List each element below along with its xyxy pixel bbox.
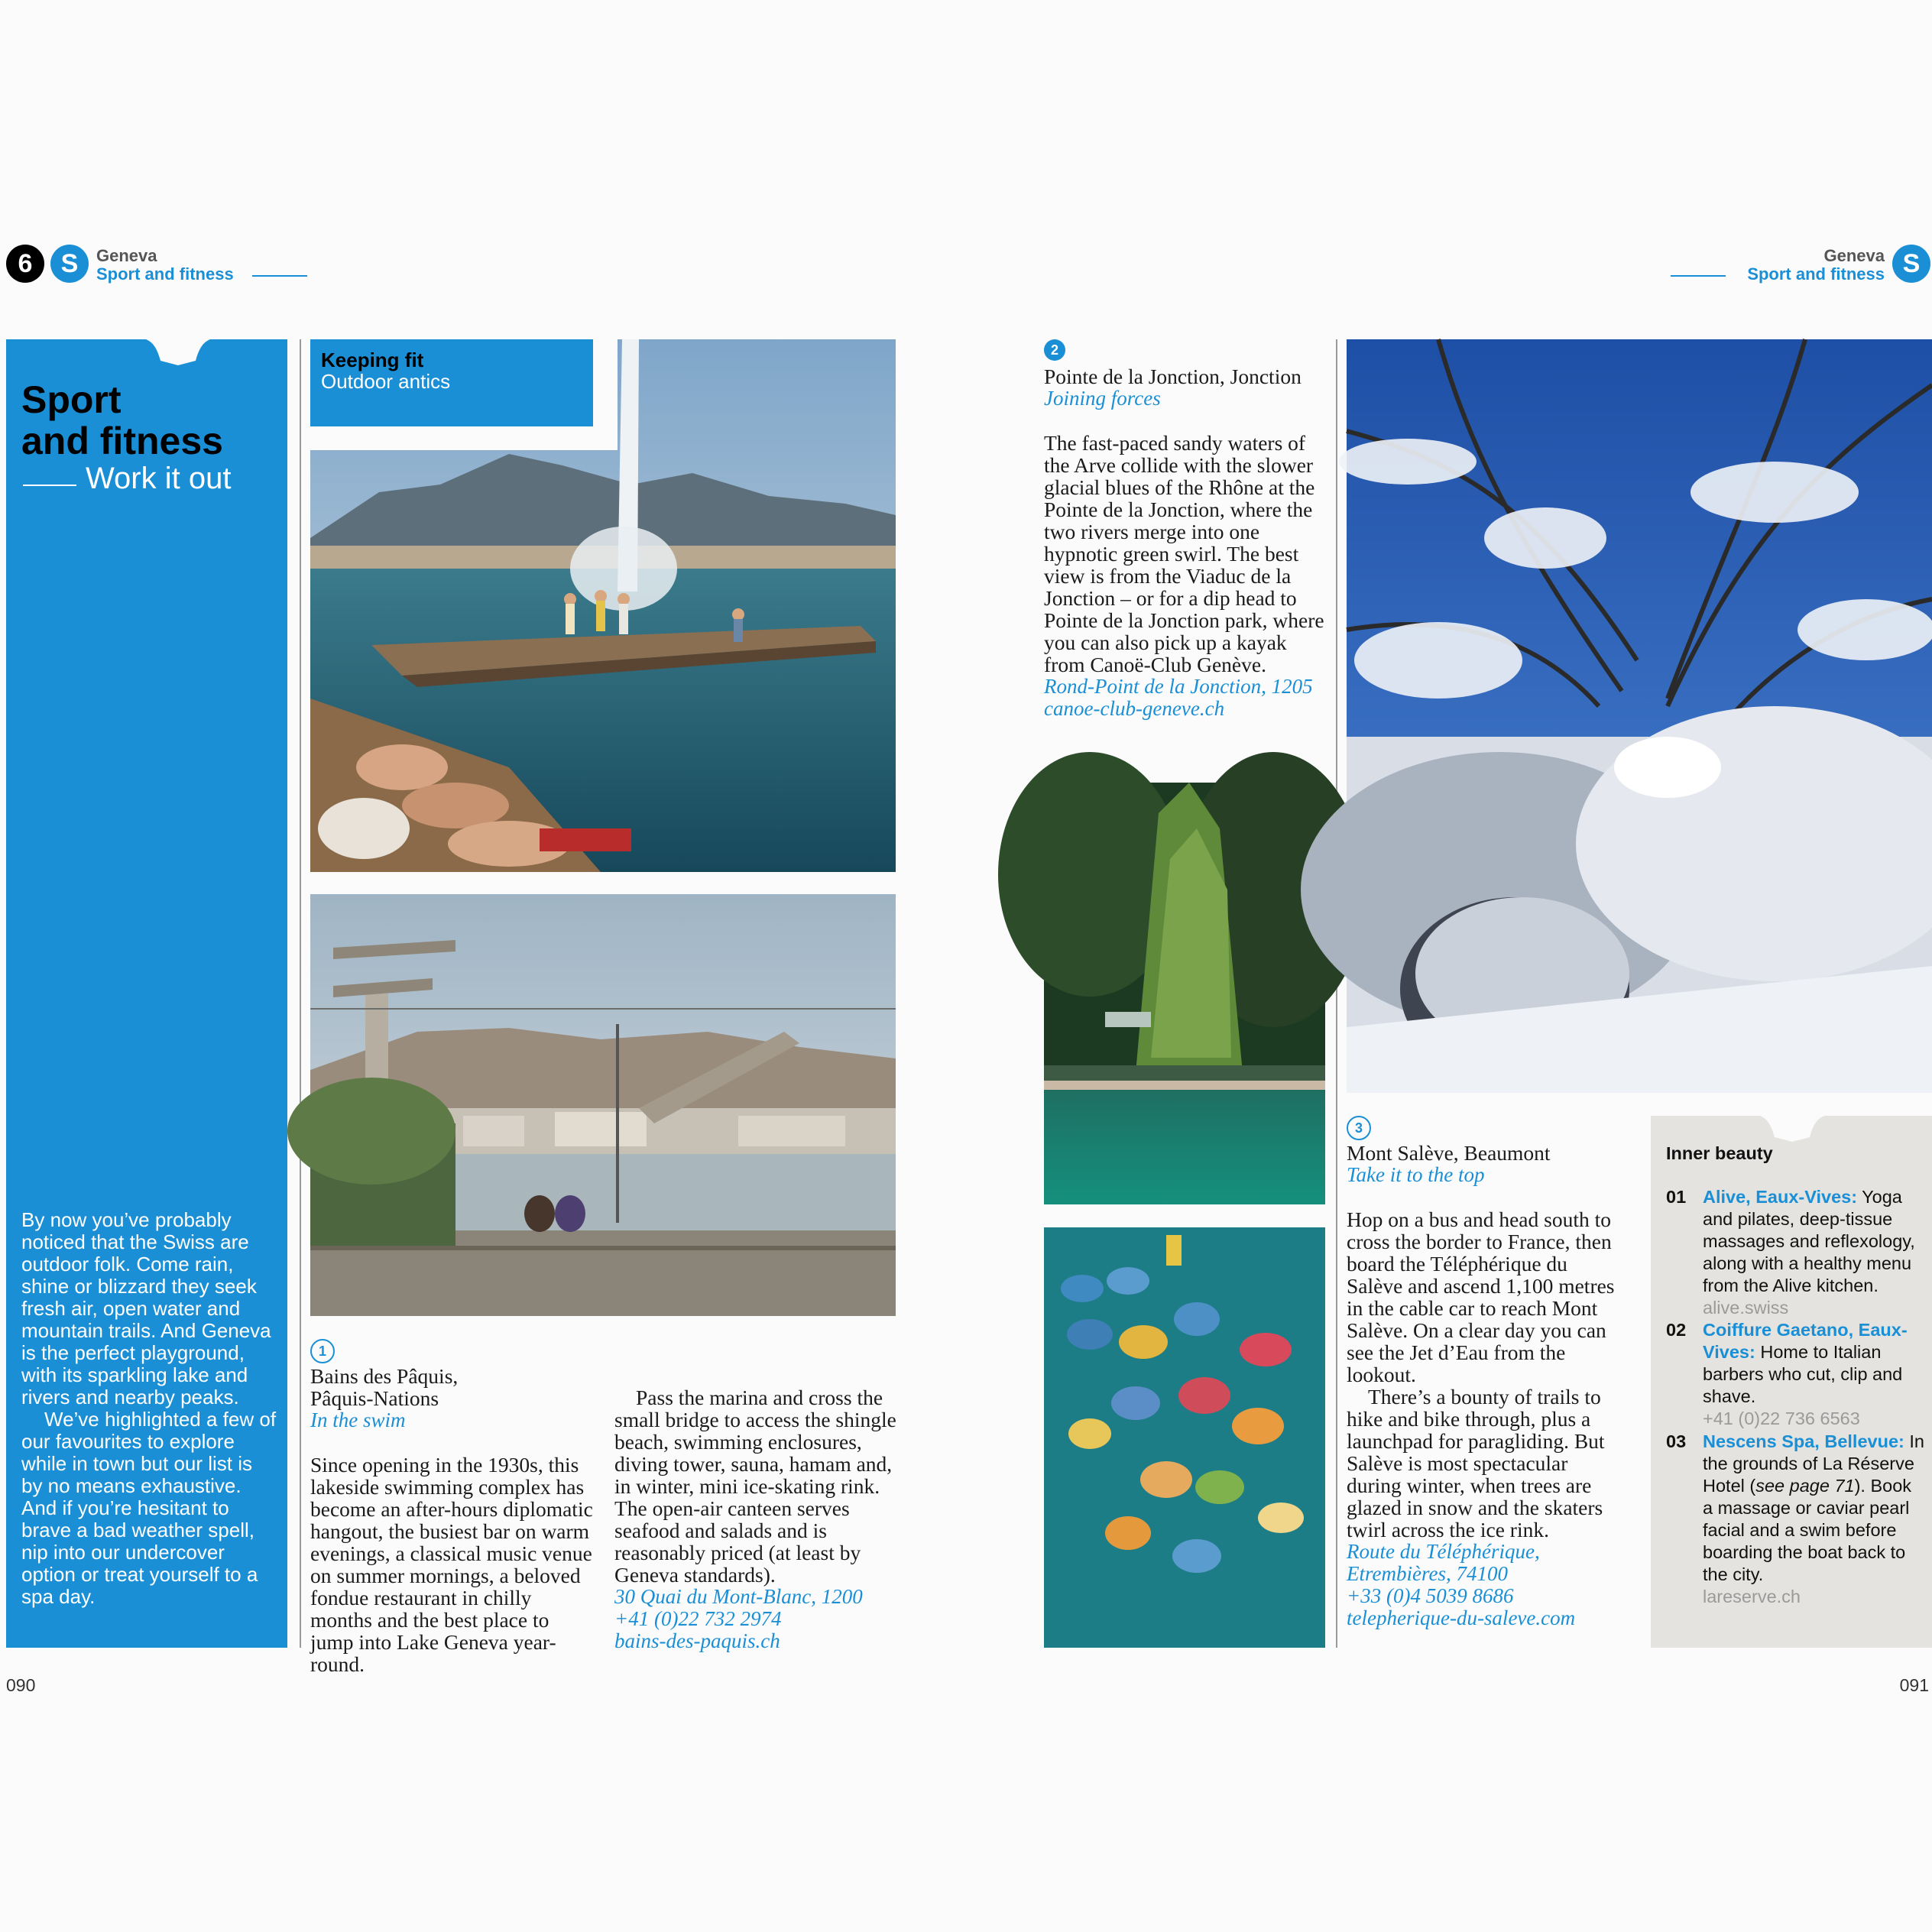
panel-notch xyxy=(136,338,220,365)
entry-1-body-p2: Pass the marina and cross the small bridge to access the shingle beach, swimming enclosures, diving tower, sauna, hamam and, in winter, mini ice-skating rink. The open-air canteen serves seafood and salads and is reasonably priced (at least by Geneva standards). xyxy=(614,1386,896,1587)
entry-1-number xyxy=(310,1339,335,1363)
inner-item-3-desc-b: ). Book a massage or caviar pearl facial and a swim before boarding the boat back to the city. xyxy=(1703,1476,1912,1584)
inner-item-3-page-ref[interactable]: see page 71 xyxy=(1755,1476,1855,1496)
entry-1-phone: +41 (0)22 732 2974 xyxy=(614,1607,782,1630)
inner-item-2-name: Coiffure Gaetano, Eaux-Vives: xyxy=(1703,1320,1908,1362)
entry-3-web[interactable]: telepherique-du-saleve.com xyxy=(1347,1606,1576,1629)
column-divider-2 xyxy=(1336,339,1337,1648)
entry-2-title: Pointe de la Jonction, Jonction xyxy=(1044,365,1302,388)
aerial-floats-photo xyxy=(1044,1227,1325,1648)
entry-3-subtitle: Take it to the top xyxy=(1347,1163,1485,1186)
entry-2-block xyxy=(1044,432,1325,720)
jonction-river-photo xyxy=(1044,783,1325,1204)
inner-item-1-web[interactable]: alive.swiss xyxy=(1703,1298,1789,1318)
intro-body xyxy=(21,1209,278,1608)
inner-item-2-phone: +41 (0)22 736 6563 xyxy=(1703,1408,1860,1428)
entry-1-subtitle: In the swim xyxy=(310,1408,406,1431)
inner-item-1-name: Alive, Eaux-Vives: xyxy=(1703,1187,1858,1207)
entry-1-address: 30 Quai du Mont-Blanc, 1200 xyxy=(614,1585,863,1608)
page-number-right: 091 xyxy=(1899,1675,1929,1695)
entry-3-body-p2: There’s a bounty of trails to hike and bike through, plus a launchpad for paragliding. But Salève is most spectacular during winter, when trees are glazed in snow and the skaters twirl across the ice rink. xyxy=(1347,1385,1605,1541)
inner-item-1-desc: Yoga and pilates, deep-tissue massages and reflexology, along with a healthy menu from the Alive kitchen. xyxy=(1703,1187,1915,1295)
inner-item-3 xyxy=(1666,1431,1926,1608)
header-left-city: Geneva xyxy=(96,246,157,265)
entry-2-address: Rond-Point de la Jonction, 1205 xyxy=(1044,675,1313,698)
entry-3-number-text: 3 xyxy=(1354,1120,1363,1136)
page-number-left: 090 xyxy=(6,1675,36,1695)
inner-item-2-number: 02 xyxy=(1666,1320,1687,1340)
intro-body-p2: We’ve highlighted a few of our favourites to explore while in town but our list is by no means exhaustive. And if you’re hesitant to brave a bad weather spell, nip into our undercover option or treat yourself to a spa day. xyxy=(21,1408,277,1608)
entry-2-number xyxy=(1044,339,1065,361)
entry-1-number-text: 1 xyxy=(318,1343,326,1359)
entry-1-web[interactable]: bains-des-paquis.ch xyxy=(614,1629,780,1652)
entry-1-body-p1: Since opening in the 1930s, this lakeside swimming complex has become an after-hours diplomatic hangout, the busiest bar on warm evenings, a classical music venue on summer mornings, a beloved fondue restaurant in chilly months and the best place to jump into Lake Geneva year-round. xyxy=(310,1453,593,1676)
entry-1-title: Bains des Pâquis, Pâquis-Nations xyxy=(310,1364,459,1410)
section-tag-line1: Keeping fit xyxy=(321,348,424,371)
intro-panel xyxy=(6,339,287,1648)
entry-3-block xyxy=(1347,1208,1628,1629)
section-letter-badge xyxy=(50,245,89,283)
snowy-trees-photo xyxy=(1347,339,1932,1093)
inner-item-3-name: Nescens Spa, Bellevue: xyxy=(1703,1431,1904,1451)
entry-2-number-text: 2 xyxy=(1050,342,1058,358)
chapter-number: 6 xyxy=(18,248,33,278)
entry-3-address-line2: Etrembières, 74100 xyxy=(1347,1562,1508,1585)
inner-beauty-panel xyxy=(1651,1116,1932,1648)
intro-subtitle: Work it out xyxy=(86,462,232,495)
intro-body-p1: By now you’ve probably noticed that the Swiss are outdoor folk. Come rain, shine or blizzard they seek fresh air, open water and mountain trails. And Geneva is the perfect playground, with its sparkling lake and rivers and nearby peaks. xyxy=(21,1208,271,1408)
section-letter-badge-right xyxy=(1892,245,1930,283)
header-right-section: Sport and fitness xyxy=(1747,264,1885,284)
inner-item-3-desc-a: In the grounds of La Réserve Hotel ( xyxy=(1703,1431,1924,1496)
section-tag-line2: Outdoor antics xyxy=(321,370,451,393)
chapter-number-badge xyxy=(6,245,44,283)
entry-3-body-p1: Hop on a bus and head south to cross the border to France, then board the Téléphérique du Salève and ascend 1,100 metres in the cable car to reach Mont Salève. On a clear day you can see the Jet d’Eau from the lookout. xyxy=(1347,1208,1615,1386)
entry-2-body: The fast-paced sandy waters of the Arve collide with the slower glacial blues of the Rhône at the Pointe de la Jonction, where the two rivers merge into one hypnotic green swirl. The best view is from the Viaduc de la Jonction – or for a dip head to Pointe de la Jonction park, where you can also pick up a kayak from Canoë-Club Genève. xyxy=(1044,431,1324,676)
inner-item-3-web[interactable]: lareserve.ch xyxy=(1703,1587,1801,1606)
inner-beauty-heading: Inner beauty xyxy=(1666,1143,1773,1163)
intro-title-line2: and fitness xyxy=(21,420,223,462)
entry-1-body-continued xyxy=(614,1342,899,1652)
section-tag xyxy=(310,339,593,426)
inner-item-3-number: 03 xyxy=(1666,1431,1687,1451)
intro-title-line1: Sport xyxy=(21,378,122,421)
entry-2-web[interactable]: canoe-club-geneve.ch xyxy=(1044,697,1225,720)
entry-3-title: Mont Salève, Beaumont xyxy=(1347,1141,1551,1165)
entry-3-address-line1: Route du Téléphérique, xyxy=(1347,1540,1540,1563)
intro-subtitle-rule xyxy=(23,485,76,486)
inner-item-2 xyxy=(1666,1319,1926,1430)
panel-notch xyxy=(1750,1114,1834,1142)
inner-item-1-number: 01 xyxy=(1666,1187,1687,1207)
entry-3-number xyxy=(1347,1116,1371,1140)
inner-item-2-desc: Home to Italian barbers who cut, clip and shave. xyxy=(1703,1342,1903,1406)
header-right-city: Geneva xyxy=(1823,246,1885,265)
header-left-section: Sport and fitness xyxy=(96,264,234,284)
inner-item-1 xyxy=(1666,1186,1926,1319)
entry-3-phone: +33 (0)4 5039 8686 xyxy=(1347,1584,1514,1607)
column-divider-1 xyxy=(300,339,301,1648)
header-left-rule xyxy=(252,275,307,277)
section-letter: S xyxy=(60,248,79,278)
header-right-rule xyxy=(1671,275,1726,277)
section-letter: S xyxy=(1902,248,1921,278)
diving-tower-photo xyxy=(310,894,896,1316)
entry-2-subtitle: Joining forces xyxy=(1044,387,1161,410)
